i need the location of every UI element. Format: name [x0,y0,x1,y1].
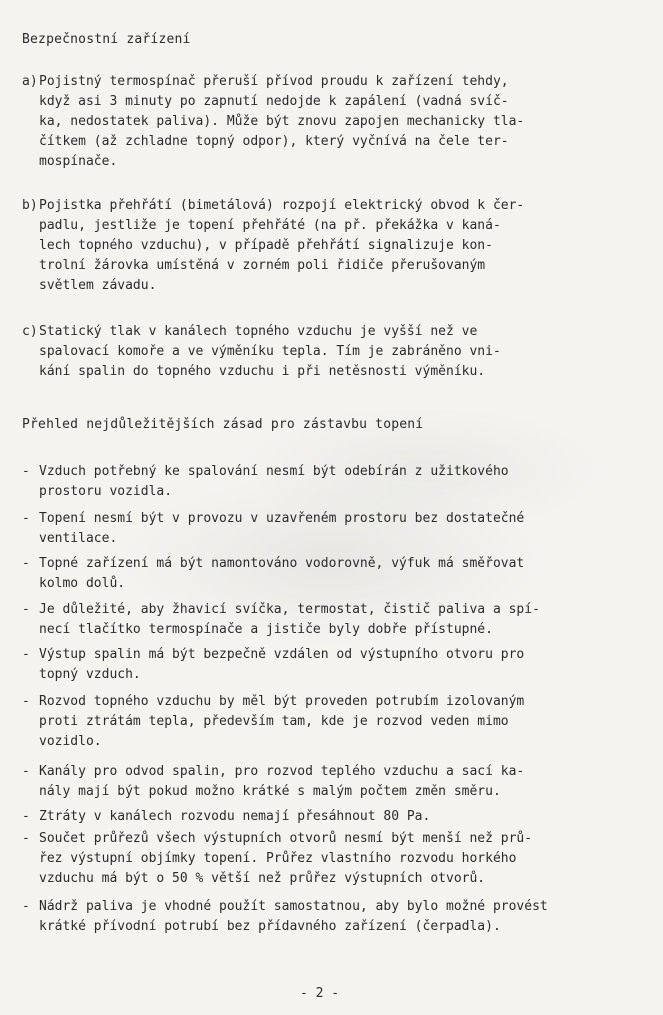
list-marker: - [22,831,30,846]
list-item [22,72,647,172]
list-item [22,807,647,827]
list-item-text: Výstup spalin má být bezpečně vzdálen od výstupního otvoru pro topný vzduch. [39,647,525,682]
list-item-text: Je důležité, aby žhavicí svíčka, termostat, čistič paliva a spí- necí tlačítko termospínače a jističe byly dobře přístupné. [39,602,540,637]
list-item-text: Topné zařízení má být namontováno vodorovně, výfuk má směřovat kolmo dolů. [39,556,525,591]
list-marker: - [22,694,30,709]
list-item [22,692,647,752]
list-item [22,509,647,549]
list-marker: a) [22,74,38,89]
list-item-text: Kanály pro odvod spalin, pro rozvod teplého vzduchu a sací ka- nály mají být pokud možno krátké s malým počtem změn směru. [39,764,525,799]
list-item-text: Topení nesmí být v provozu v uzavřeném prostoru bez dostatečné ventilace. [39,511,525,546]
list-item [22,462,647,502]
list-item-text: Vzduch potřebný ke spalování nesmí být odebírán z užitkového prostoru vozidla. [39,464,509,499]
list-item [22,897,647,937]
list-item-text: Ztráty v kanálech rozvodu nemají přesáhnout 80 Pa. [39,809,431,824]
list-item [22,322,647,382]
list-marker: - [22,809,30,824]
list-marker: - [22,602,30,617]
list-item-text: Rozvod topného vzduchu by měl být proveden potrubím izolovaným proti ztrátám tepla, především tam, kde je rozvod veden mimo vozidlo. [39,694,525,749]
page-number: - 2 - [300,986,340,1001]
section-heading-safety-devices: Bezpečnostní zařízení [22,32,191,47]
list-item [22,196,647,296]
list-marker: - [22,556,30,571]
list-marker: - [22,764,30,779]
list-marker: - [22,899,30,914]
list-item [22,645,647,685]
list-marker: - [22,511,30,526]
list-item-text: Nádrž paliva je vhodné použít samostatnou, aby bylo možné provést krátké přívodní potrubí bez přídavného zařízení (čerpadla). [39,899,548,934]
list-item [22,762,647,802]
list-marker: c) [22,324,38,339]
list-item [22,829,647,889]
list-item-text: Pojistný termospínač přeruší přívod proudu k zařízení tehdy, když asi 3 minuty po zapnutí nedojde k zapálení (vadná svíč- ka, nedostatek paliva). Může být znovu zapojen mechanicky tla- čítkem (až zchladne topný odpor), který vyčnívá na čele ter- mospínače. [39,74,525,169]
list-marker: - [22,464,30,479]
list-marker: - [22,647,30,662]
section-heading-installation-principles: Přehled nejdůležitějších zásad pro zástavbu topení [22,417,424,432]
list-item [22,600,647,640]
list-item [22,554,647,594]
list-item-text: Součet průřezů všech výstupních otvorů nesmí být menší než prů- řez výstupní objímky topení. Průřez vlastního rozvodu horkého vzduchu má být o 50 % větší než průřez výstupních otvorů. [39,831,533,886]
list-item-text: Pojistka přehřátí (bimetálová) rozpojí elektrický obvod k čer- padlu, jestliže je topení přehřáté (na př. překážka v kaná- lech topného vzduchu), v případě přehřátí signalizuje kon- trolní žárovka umístěná v zorném poli řidiče přerušovaným světlem závadu. [39,198,525,293]
list-item-text: Statický tlak v kanálech topného vzduchu je vyšší než ve spalovací komoře a ve výměníku tepla. Tím je zabráněno vni- kání spalin do topného vzduchu i při netěsnosti výměníku. [39,324,501,379]
list-marker: b) [22,198,38,213]
